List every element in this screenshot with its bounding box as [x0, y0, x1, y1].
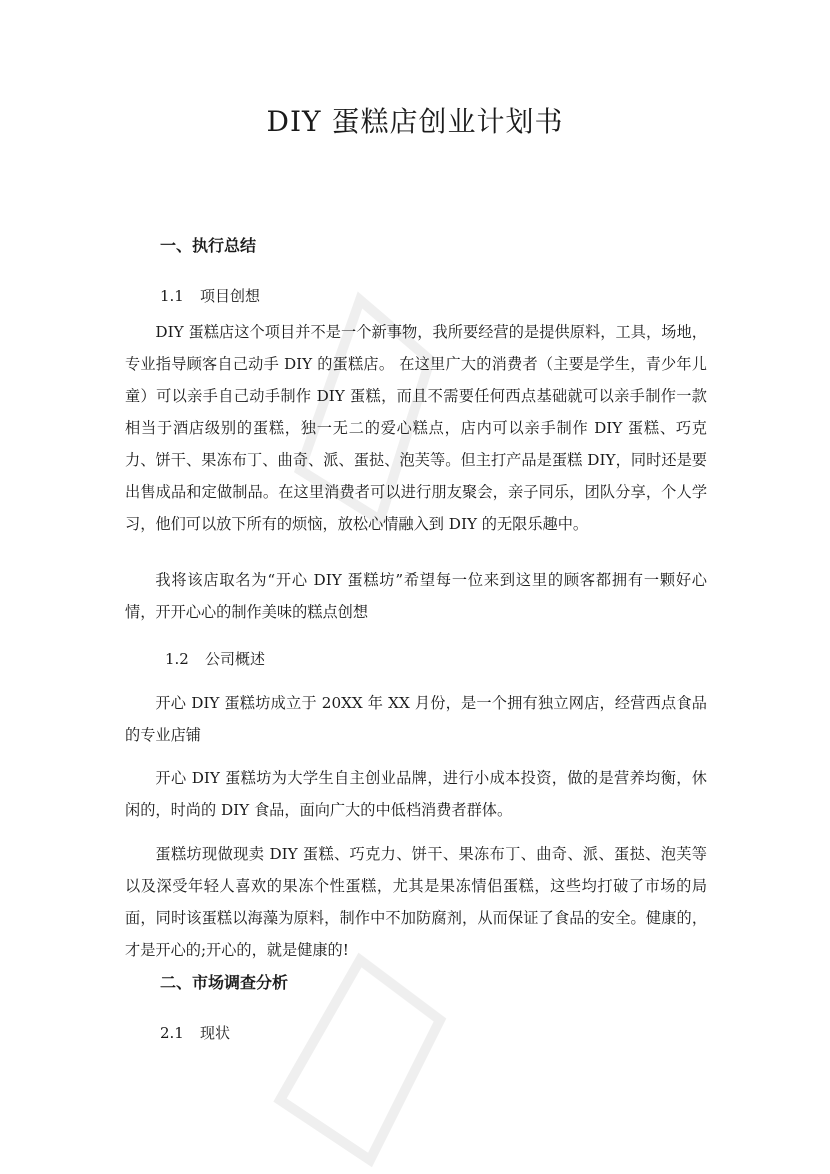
section-heading-1: 一、执行总结: [160, 236, 257, 255]
page-title: DIY 蛋糕店创业计划书: [266, 105, 564, 138]
paragraph-project-idea: DIY 蛋糕店这个项目并不是一个新事物，我所要经营的是提供原料，工具，场地，专业指导顾客自己动手 DIY 的蛋糕店。 在这里广大的消费者（主要是学生，青少年儿童）可以亲手自己动手制作 DIY 蛋糕，而且不需要任何西点基础就可以亲手制作一款相当于酒店级别的蛋糕，独一无二的爱心糕点，店内可以亲手制作 DIY 蛋糕、巧克力、饼干、果冻布丁、曲奇、派、蛋挞、泡芙等。但主打产品是蛋糕 DIY，同时还是要出售成品和定做制品。在这里消费者可以进行朋友聚会，亲子同乐，团队分享，个人学习，他们可以放下所有的烦恼，放松心情融入到 DIY 的无限乐趣中。: [125, 323, 707, 533]
subsection-heading-1-2: [165, 647, 265, 671]
paragraph-shop-name: 我将该店取名为“开心 DIY 蛋糕坊”希望每一位来到这里的顾客都拥有一颗好心情，开开心心的制作美味的糕点创想: [125, 571, 707, 621]
section-heading-2: 二、市场调查分析: [160, 973, 289, 992]
paragraph-company-brand: 开心 DIY 蛋糕坊为大学生自主创业品牌，进行小成本投资，做的是营养均衡，休闲的，时尚的 DIY 食品，面向广大的中低档消费者群体。: [125, 769, 707, 819]
subsection-heading-1-1: [160, 284, 260, 308]
subsection-title: 公司概述: [205, 650, 266, 668]
watermark-shape-lower: [280, 960, 440, 1160]
subsection-title: 现状: [200, 1024, 231, 1042]
subsection-number: 2.1: [160, 1024, 184, 1042]
paragraph-company-products: 蛋糕坊现做现卖 DIY 蛋糕、巧克力、饼干、果冻布丁、曲奇、派、蛋挞、泡芙等以及深受年轻人喜欢的果冻个性蛋糕，尤其是果冻情侣蛋糕，这些均打破了市场的局面，同时该蛋糕以海藻为原料，制作中不加防腐剂，从而保证了食品的安全。健康的，才是开心的;开心的，就是健康的!: [125, 845, 707, 959]
subsection-title: 项目创想: [200, 287, 261, 305]
subsection-heading-2-1: [160, 1021, 230, 1045]
subsection-number: 1.1: [160, 287, 184, 305]
paragraph-company-founded: 开心 DIY 蛋糕坊成立于 20XX 年 XX 月份，是一个拥有独立网店，经营西点食品的专业店铺: [125, 694, 707, 744]
subsection-number: 1.2: [165, 650, 189, 668]
